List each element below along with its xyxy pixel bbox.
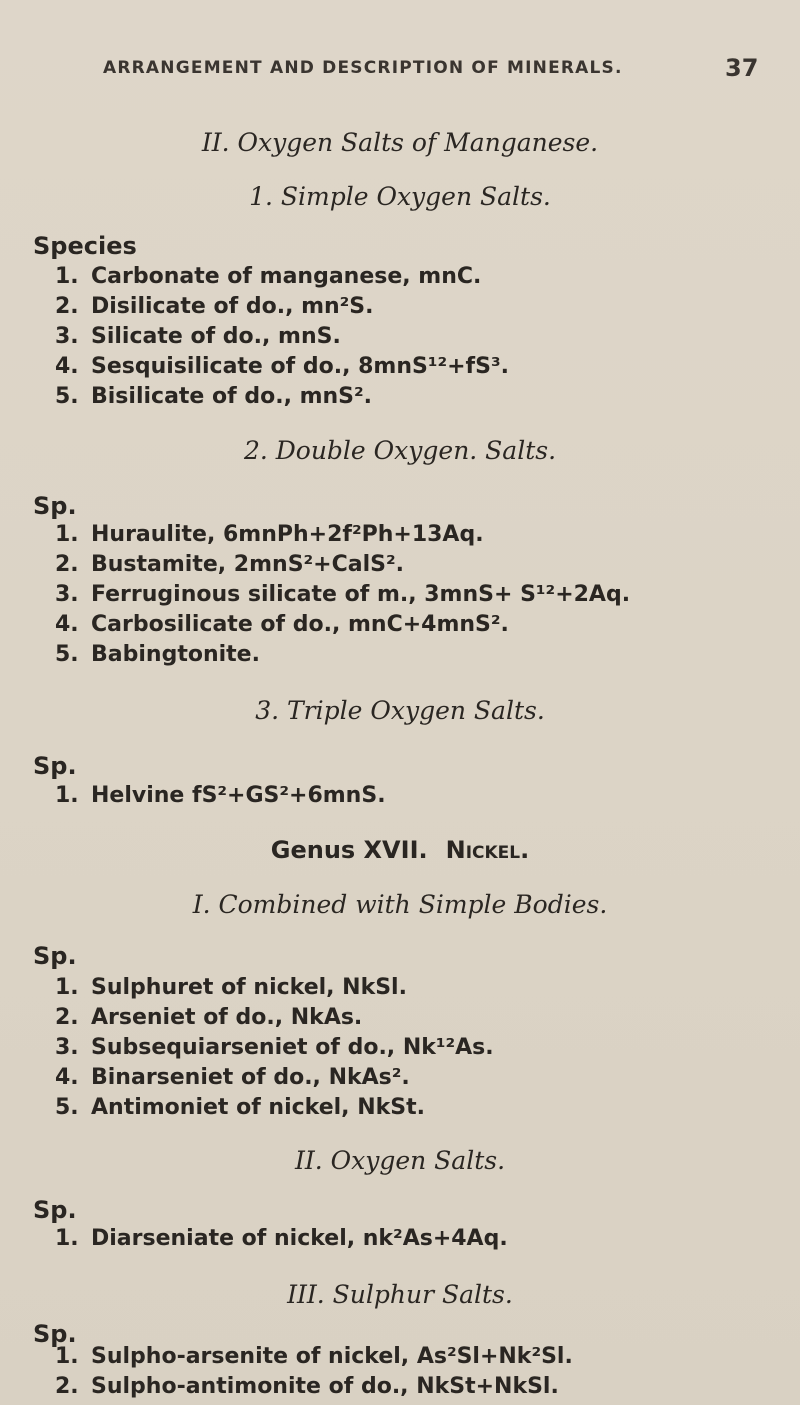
list-item: 4. Carbosilicate of do., mnC+4mnS². [55, 612, 509, 637]
species-label: Sp. [33, 492, 77, 520]
list-item: 5. Babingtonite. [55, 642, 260, 667]
list-item: 2. Arseniet of do., NkAs. [55, 1005, 363, 1030]
subsection-heading-double: 2. Double Oxygen. Salts. [243, 436, 557, 465]
list-item: 1. Sulphuret of nickel, NkSl. [55, 975, 407, 1000]
subsection-heading-sulphur: III. Sulphur Salts. [287, 1280, 513, 1309]
list-item: 4. Binarseniet of do., NkAs². [55, 1065, 410, 1090]
page-number: 37 [725, 54, 759, 82]
list-item: 5. Antimoniet of nickel, NkSt. [55, 1095, 425, 1120]
list-item: 1. Diarseniate of nickel, nk²As+4Aq. [55, 1226, 508, 1251]
list-item: 4. Sesquisilicate of do., 8mnS¹²+fS³. [55, 354, 509, 379]
species-list-sulphur [55, 1344, 573, 1404]
subsection-heading-triple: 3. Triple Oxygen Salts. [255, 696, 545, 725]
species-list-triple [55, 783, 386, 813]
list-item: 1. Huraulite, 6mnPh+2f²Ph+13Aq. [55, 522, 484, 547]
species-label: Species [33, 232, 137, 260]
list-item: 3. Ferruginous silicate of m., 3mnS+ S¹²+2Aq. [55, 582, 631, 607]
list-item: 1. Sulpho-arsenite of nickel, As²Sl+Nk²Sl. [55, 1344, 573, 1369]
species-label: Sp. [33, 942, 77, 970]
species-list-simple [55, 264, 509, 414]
list-item: 5. Bisilicate of do., mnS². [55, 384, 373, 409]
species-list-double [55, 522, 630, 672]
genus-name: Nickel. [445, 836, 530, 864]
species-label: Sp. [33, 1196, 77, 1224]
subsection-heading-oxygen: II. Oxygen Salts. [294, 1146, 506, 1175]
list-item: 1. Carbonate of manganese, mnC. [55, 264, 482, 289]
species-list-combined [55, 975, 494, 1125]
section-heading-oxygen-salts-manganese: II. Oxygen Salts of Manganese. [201, 128, 599, 157]
list-item: 3. Subsequiarseniet of do., Nk¹²As. [55, 1035, 494, 1060]
list-item: 3. Silicate of do., mnS. [55, 324, 341, 349]
running-title: ARRANGEMENT AND DESCRIPTION OF MINERALS. [103, 58, 623, 78]
genus-label: Genus XVII. [270, 836, 428, 864]
list-item: 2. Disilicate of do., mn²S. [55, 294, 374, 319]
list-item: 2. Sulpho-antimonite of do., NkSt+NkSl. [55, 1374, 559, 1399]
subsection-heading-simple: 1. Simple Oxygen Salts. [249, 182, 551, 211]
species-list-oxygen [55, 1226, 508, 1256]
species-label: Sp. [33, 752, 77, 780]
subsection-heading-combined: I. Combined with Simple Bodies. [192, 890, 608, 919]
list-item: 1. Helvine fS²+GS²+6mnS. [55, 783, 386, 808]
species-label: Sp. [33, 1320, 77, 1348]
genus-heading [0, 836, 800, 864]
list-item: 2. Bustamite, 2mnS²+CalS². [55, 552, 404, 577]
